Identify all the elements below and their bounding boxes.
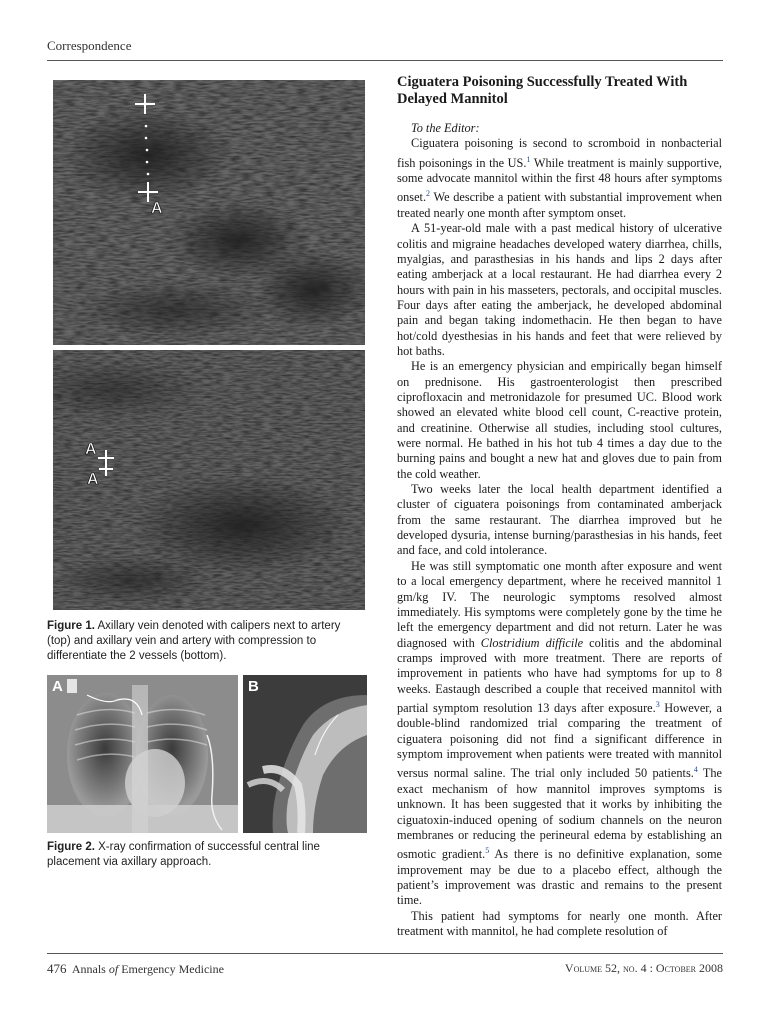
salutation: To the Editor: bbox=[411, 121, 480, 135]
journal-suffix: Emergency Medicine bbox=[121, 962, 224, 976]
issue-info: Volume 52, no. 4 : October 2008 bbox=[564, 961, 723, 975]
caliper-label-a: A bbox=[151, 200, 163, 217]
paragraph-6: This patient had symptoms for nearly one month. After treatment with mannitol, he had complete resolution of bbox=[397, 908, 722, 938]
article-body bbox=[397, 121, 722, 939]
header-rule bbox=[47, 60, 723, 61]
journal-of: of bbox=[108, 962, 119, 976]
caliper-label-a-upper: A bbox=[85, 441, 97, 458]
figure2-caption-text: X-ray confirmation of successful central line placement via axillary approach. bbox=[47, 841, 320, 868]
xray-panel-b bbox=[243, 675, 367, 833]
caliper-label-a-lower: A bbox=[87, 471, 99, 488]
figure1-caption-text: Axillary vein denoted with calipers next to artery (top) and axillary vein and artery with compression to differentiate the 2 vessels (bottom). bbox=[47, 620, 341, 662]
figure2-caption-label: Figure 2. bbox=[47, 841, 95, 853]
figure1-caption-label: Figure 1. bbox=[47, 620, 95, 632]
footer-journal bbox=[47, 961, 224, 977]
figure2-caption bbox=[47, 840, 367, 870]
paragraph-4: Two weeks later the local health department identified a cluster of ciguatera poisonings from contaminated amberjack from the same restaurant. The diarrhea improved but he developed dysuria, intense burning/parasthesias in his hands, feet and face, and cold intolerance. bbox=[397, 482, 722, 558]
xray-panel-a bbox=[47, 675, 238, 833]
panel-a-label: A bbox=[52, 678, 63, 695]
page-number: 476 bbox=[47, 961, 67, 976]
ultrasound-image-bottom bbox=[53, 350, 365, 610]
panel-b-label: B bbox=[248, 678, 259, 695]
figure1-caption bbox=[47, 619, 367, 664]
section-label: Correspondence bbox=[47, 38, 132, 53]
paragraph-5: He was still symptomatic one month after exposure and went to a local emergency department, where he received mannitol 1 gm/kg IV. The neurologic symptoms resolved almost immediately. His symptoms were completely gone by the time he left the emergency department and did not return. Later he was diagnosed with Clostridium difficile colitis and the abdominal cramps improved with more treatment. There are reports of improvement in patients who have had symptoms for up to 8 weeks. Eastaugh described a couple that received mannitol with partial symptom resolution 13 days after exposure.$^3$ However, a double-blind randomized trial comparing the treatment of ciguatera poisoning did not find a significant difference in symptom improvement when patients were treated with mannitol versus normal saline. The trial only included 50 patients.$^4$ The exact mechanism of how mannitol improves symptoms is unknown. It has been suggested that it works by inhibiting the ciguatoxin-induced opening of sodium channels on the neuron membranes or reducing the perineural edema by establishing an osmotic gradient.$^5$ As there is no definitive explanation, some improvement may be due to a placebo effect, although the patient’s improvement was drastic and remains to the present time. bbox=[397, 558, 722, 908]
article-title: Ciguatera Poisoning Successfully Treated With Delayed Mannitol bbox=[397, 74, 688, 107]
paragraph-3: He is an emergency physician and empirically began himself on prednisone. His gastroenterologist then prescribed ciprofloxacin and metronidazole for presumed UC. Blood work showed an elevated white blood cell count, C-reactive protein, and creatinine. Otherwise all studies, including stool cultures, were normal. He bathed in his hot tub 4 times a day due to the burning pains and bought a new hat and gloves due to pain from the cold weather. bbox=[397, 359, 722, 481]
paragraph-2: A 51-year-old male with a past medical history of ulcerative colitis and migraine headaches developed watery diarrhea, chills, myalgias, and parasthesias in his hands and lips 2 days after eating amberjack at a local restaurant. He had diarrhea every 2 hours with pain in his masseters, pectorals, and occipital muscles. Four days after eating the amberjack, he developed abdominal pain and began taking indomethacin. He then began to have hot/cold dyesthesias in his hands and feet that were relieved by hot baths. bbox=[397, 221, 722, 358]
footer-rule bbox=[47, 953, 723, 954]
paragraph-1: Ciguatera poisoning is second to scromboid in nonbacterial fish poisonings in the US.$^1$ While treatment is mainly supportive, some advocate mannitol within the first 48 hours after symptoms onset.$^2$ We describe a patient with substantial improvement when treated nearly one month after symptom onset. bbox=[397, 136, 722, 220]
ultrasound-image-top bbox=[53, 80, 365, 345]
journal-prefix: Annals bbox=[71, 962, 106, 976]
